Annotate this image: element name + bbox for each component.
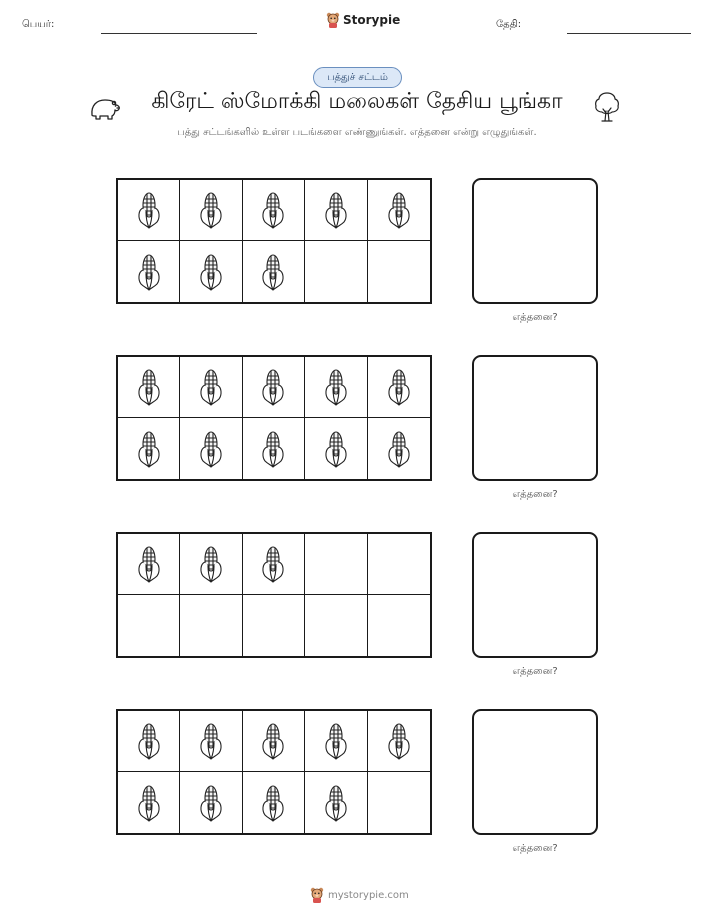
ten-frame-cell	[180, 534, 242, 595]
ten-frame-cell	[243, 534, 305, 595]
ten-frame-cell	[368, 711, 430, 772]
answer-prompt: எத்தனை?	[512, 843, 558, 854]
corn-icon	[196, 252, 226, 292]
corn-icon	[196, 367, 226, 407]
ten-frame-cell	[180, 180, 242, 241]
answer-box[interactable]	[472, 709, 598, 835]
ten-frame-cell	[118, 180, 180, 241]
ten-frame-cell	[243, 357, 305, 418]
ten-frame-cell	[118, 357, 180, 418]
answer-box[interactable]	[472, 355, 598, 481]
ten-frame-cell	[305, 711, 367, 772]
ten-frame	[116, 709, 432, 835]
worksheet-tag: பத்துச் சட்டம்	[313, 67, 402, 88]
corn-icon	[134, 429, 164, 469]
ten-frame-cell	[368, 418, 430, 479]
ten-frame-cell	[368, 180, 430, 241]
ten-frame	[116, 355, 432, 481]
answer-prompt: எத்தனை?	[512, 312, 558, 323]
ten-frame-cell	[180, 595, 242, 656]
corn-icon	[258, 429, 288, 469]
corn-icon	[134, 367, 164, 407]
date-label: தேதி:	[496, 19, 522, 30]
name-line	[101, 33, 257, 34]
ten-frame-cell	[368, 595, 430, 656]
answer-box[interactable]	[472, 532, 598, 658]
answer-box[interactable]	[472, 178, 598, 304]
corn-icon	[196, 721, 226, 761]
ten-frame-cell	[243, 241, 305, 302]
ten-frame-cell	[305, 418, 367, 479]
instructions: பத்து சட்டங்களில் உள்ள படங்களை எண்ணுங்கள். எத்தனை என்று எழுதுங்கள்.	[177, 127, 537, 138]
ten-frame-cell	[243, 180, 305, 241]
corn-icon	[258, 190, 288, 230]
corn-icon	[134, 783, 164, 823]
footer	[310, 887, 409, 903]
ten-frame-cell	[118, 241, 180, 302]
corn-icon	[321, 190, 351, 230]
ten-frame-cell	[305, 772, 367, 833]
storypie-mascot-icon	[310, 887, 324, 903]
corn-icon	[321, 783, 351, 823]
corn-icon	[258, 721, 288, 761]
tree-icon	[592, 91, 622, 123]
corn-icon	[196, 190, 226, 230]
ten-frame-cell	[368, 241, 430, 302]
date-line	[567, 33, 691, 34]
ten-frame-cell	[243, 418, 305, 479]
corn-icon	[134, 544, 164, 584]
corn-icon	[196, 783, 226, 823]
answer-prompt: எத்தனை?	[512, 489, 558, 500]
ten-frame-cell	[180, 711, 242, 772]
ten-frame-cell	[243, 772, 305, 833]
ten-frame-cell	[305, 241, 367, 302]
corn-icon	[384, 721, 414, 761]
ten-frame-cell	[243, 711, 305, 772]
ten-frame-cell	[180, 241, 242, 302]
footer-url: mystorypie.com	[328, 889, 409, 901]
corn-icon	[384, 429, 414, 469]
brand-name: Storypie	[343, 13, 401, 27]
ten-frame-cell	[118, 772, 180, 833]
corn-icon	[134, 252, 164, 292]
ten-frame-cell	[368, 772, 430, 833]
name-label: பெயர்:	[22, 19, 55, 30]
ten-frame-cell	[305, 534, 367, 595]
corn-icon	[384, 190, 414, 230]
ten-frame-cell	[118, 418, 180, 479]
ten-frame-cell	[305, 180, 367, 241]
ten-frame-cell	[118, 711, 180, 772]
answer-prompt: எத்தனை?	[512, 666, 558, 677]
corn-icon	[321, 721, 351, 761]
corn-icon	[196, 429, 226, 469]
corn-icon	[384, 367, 414, 407]
corn-icon	[258, 252, 288, 292]
ten-frame-cell	[180, 418, 242, 479]
ten-frame-cell	[305, 595, 367, 656]
corn-icon	[321, 429, 351, 469]
ten-frame-cell	[180, 357, 242, 418]
ten-frame-cell	[118, 534, 180, 595]
ten-frame	[116, 178, 432, 304]
storypie-mascot-icon	[326, 12, 340, 28]
corn-icon	[258, 783, 288, 823]
corn-icon	[321, 367, 351, 407]
corn-icon	[258, 367, 288, 407]
brand-logo	[326, 12, 400, 28]
page-title: கிரேட் ஸ்மோக்கி மலைகள் தேசிய பூங்கா	[151, 89, 563, 114]
corn-icon	[134, 190, 164, 230]
corn-icon	[258, 544, 288, 584]
ten-frame-cell	[368, 534, 430, 595]
ten-frame	[116, 532, 432, 658]
ten-frame-cell	[305, 357, 367, 418]
ten-frame-cell	[118, 595, 180, 656]
ten-frame-cell	[243, 595, 305, 656]
corn-icon	[134, 721, 164, 761]
ten-frame-cell	[180, 772, 242, 833]
bear-icon	[88, 91, 122, 121]
ten-frame-cell	[368, 357, 430, 418]
corn-icon	[196, 544, 226, 584]
